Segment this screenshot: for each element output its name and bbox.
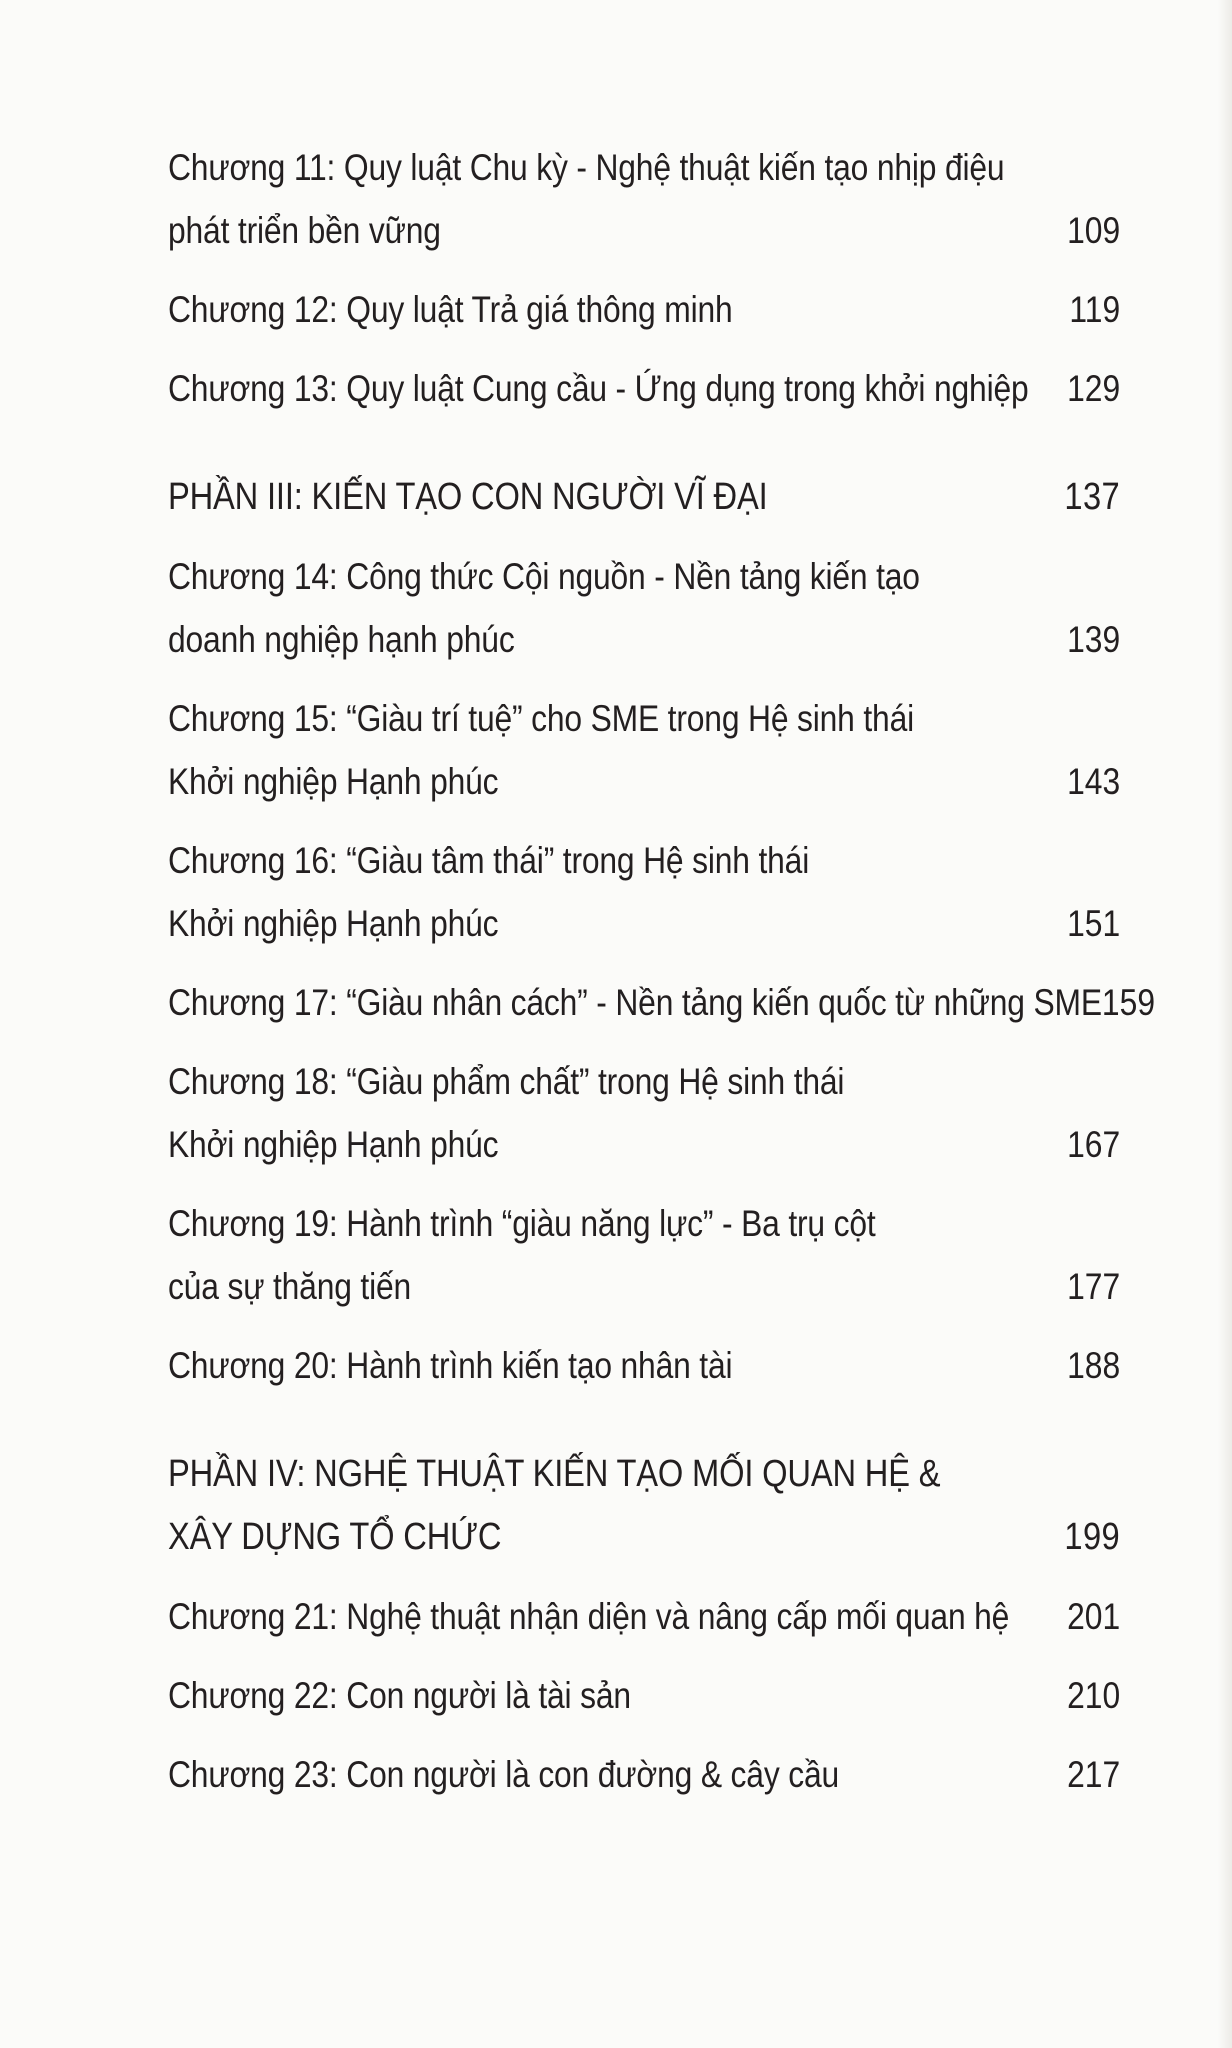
chapter-title-text: Chương 18: “Giàu phẩm chất” trong Hệ sinh thái — [168, 1061, 845, 1102]
toc-entry-line — [168, 1506, 1120, 1569]
chapter-title-text: Chương 20: Hành trình kiến tạo nhân tài — [168, 1345, 733, 1386]
toc-entry-line — [168, 199, 1120, 262]
chapter-title-text: Chương 13: Quy luật Cung cầu - Ứng dụng trong khởi nghiệp — [168, 368, 1029, 409]
page-number: 137 — [1064, 476, 1121, 518]
toc-part-entry — [168, 1443, 1120, 1569]
chapter-title-text: Chương 17: “Giàu nhân cách” - Nền tảng kiến quốc từ những SME — [168, 982, 1102, 1023]
toc-spacer — [168, 420, 1120, 466]
table-of-contents — [168, 136, 1156, 1806]
page-number: 151 — [1067, 903, 1121, 944]
page-number: 109 — [1067, 210, 1121, 251]
toc-spacer — [168, 262, 1120, 278]
toc-part-entry — [168, 466, 1120, 529]
toc-entry-line — [168, 545, 1120, 608]
part-title-text: PHẦN III: KIẾN TẠO CON NGƯỜI VĨ ĐẠI — [168, 476, 768, 518]
toc-entry-line — [168, 750, 1120, 813]
toc-entry-line — [168, 687, 1120, 750]
page-number: 210 — [1067, 1675, 1121, 1716]
toc-spacer — [168, 1034, 1120, 1050]
chapter-title-text: doanh nghiệp hạnh phúc — [168, 619, 515, 660]
toc-entry-line — [168, 278, 1120, 341]
part-title-text: XÂY DỰNG TỔ CHỨC — [168, 1516, 502, 1558]
toc-chapter-entry — [168, 1664, 1120, 1727]
toc-spacer — [168, 1569, 1120, 1585]
toc-chapter-entry — [168, 687, 1120, 813]
toc-entry-line — [168, 357, 1120, 420]
chapter-title-text: Chương 22: Con người là tài sản — [168, 1675, 631, 1716]
toc-spacer — [168, 813, 1120, 829]
chapter-title-text: Chương 21: Nghệ thuật nhận diện và nâng cấp mối quan hệ — [168, 1596, 1010, 1637]
chapter-title-text: Khởi nghiệp Hạnh phúc — [168, 761, 499, 802]
toc-entry-line — [168, 892, 1120, 955]
page-number: 201 — [1067, 1596, 1121, 1637]
toc-entry-line — [168, 466, 1120, 529]
toc-entry-line — [168, 971, 1156, 1034]
toc-chapter-entry — [168, 545, 1120, 671]
toc-entry-line — [168, 1192, 1120, 1255]
toc-spacer — [168, 529, 1120, 545]
toc-spacer — [168, 341, 1120, 357]
toc-chapter-entry — [168, 971, 1156, 1034]
page-edge-shadow — [1218, 0, 1232, 2048]
toc-entry-line — [168, 1113, 1120, 1176]
chapter-title-text: của sự thăng tiến — [168, 1266, 412, 1307]
chapter-title-text: Chương 11: Quy luật Chu kỳ - Nghệ thuật kiến tạo nhịp điệu — [168, 147, 1005, 188]
chapter-title-text: Chương 14: Công thức Cội nguồn - Nền tảng kiến tạo — [168, 556, 920, 597]
toc-spacer — [168, 1176, 1120, 1192]
toc-chapter-entry — [168, 136, 1120, 262]
chapter-title-text: Chương 12: Quy luật Trả giá thông minh — [168, 289, 733, 330]
toc-chapter-entry — [168, 357, 1120, 420]
toc-entry-line — [168, 608, 1120, 671]
toc-entry-line — [168, 1050, 1120, 1113]
toc-chapter-entry — [168, 1743, 1120, 1806]
page-number: 143 — [1067, 761, 1121, 802]
chapter-title-text: Chương 16: “Giàu tâm thái” trong Hệ sinh thái — [168, 840, 810, 881]
chapter-title-text: Chương 23: Con người là con đường & cây cầu — [168, 1754, 840, 1795]
toc-entry-line — [168, 829, 1120, 892]
toc-chapter-entry — [168, 829, 1120, 955]
page-number: 177 — [1067, 1266, 1121, 1307]
toc-chapter-entry — [168, 1334, 1120, 1397]
page-number: 129 — [1067, 368, 1121, 409]
page-number: 188 — [1067, 1345, 1121, 1386]
page-number: 139 — [1067, 619, 1121, 660]
toc-entry-line — [168, 136, 1120, 199]
toc-entry-line — [168, 1255, 1120, 1318]
toc-spacer — [168, 671, 1120, 687]
toc-chapter-entry — [168, 1192, 1120, 1318]
toc-spacer — [168, 955, 1120, 971]
toc-spacer — [168, 1397, 1120, 1443]
toc-chapter-entry — [168, 278, 1120, 341]
chapter-title-text: Chương 15: “Giàu trí tuệ” cho SME trong Hệ sinh thái — [168, 698, 914, 739]
toc-chapter-entry — [168, 1050, 1120, 1176]
toc-entry-line — [168, 1334, 1120, 1397]
chapter-title-text: Khởi nghiệp Hạnh phúc — [168, 1124, 499, 1165]
chapter-title-text: Chương 19: Hành trình “giàu năng lực” - Ba trụ cột — [168, 1203, 876, 1244]
page-number: 167 — [1067, 1124, 1121, 1165]
toc-spacer — [168, 1648, 1120, 1664]
toc-entry-line — [168, 1585, 1120, 1648]
page-number: 217 — [1067, 1754, 1121, 1795]
toc-spacer — [168, 1318, 1120, 1334]
chapter-title-text: Khởi nghiệp Hạnh phúc — [168, 903, 499, 944]
part-title-text: PHẦN IV: NGHỆ THUẬT KIẾN TẠO MỐI QUAN HỆ & — [168, 1453, 941, 1495]
toc-entry-line — [168, 1443, 1120, 1506]
page-number: 159 — [1101, 982, 1156, 1023]
toc-entry-line — [168, 1743, 1120, 1806]
toc-chapter-entry — [168, 1585, 1120, 1648]
toc-spacer — [168, 1727, 1120, 1743]
chapter-title-text: phát triển bền vững — [168, 210, 441, 251]
page-number: 199 — [1064, 1516, 1121, 1558]
toc-entry-line — [168, 1664, 1120, 1727]
page-number: 119 — [1069, 289, 1121, 330]
